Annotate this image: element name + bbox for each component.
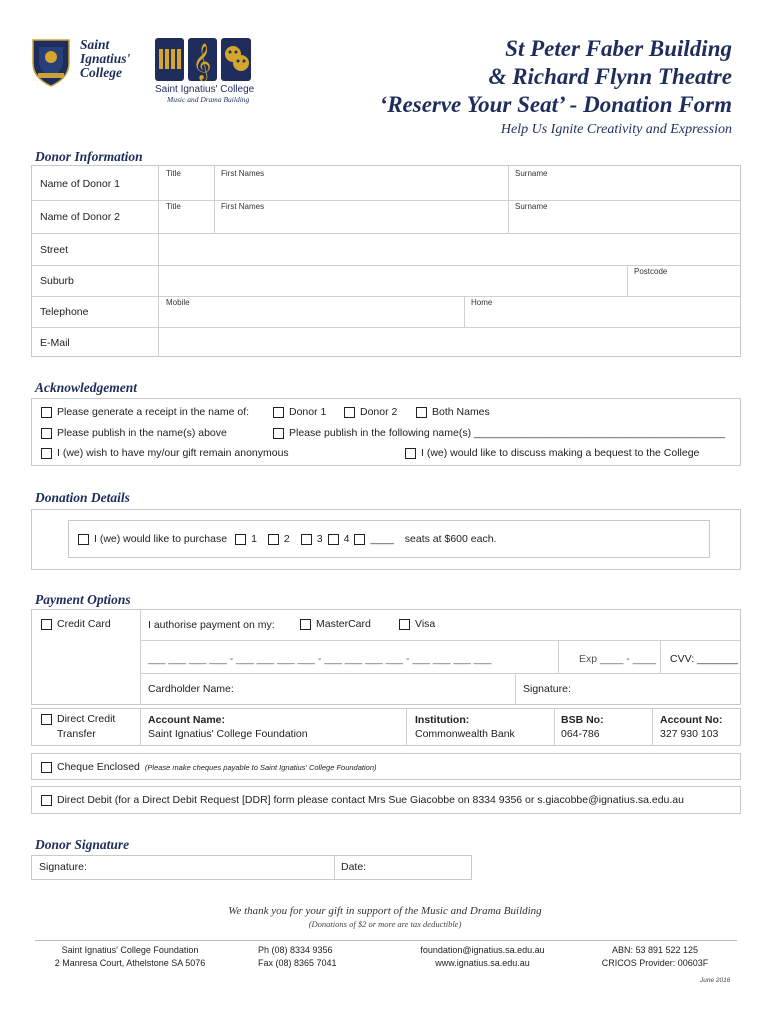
donor-info-box — [31, 165, 741, 357]
signature-section-title: Donor Signature — [35, 837, 130, 852]
divider — [508, 166, 509, 233]
title-line-1: St Peter Faber Building — [505, 36, 732, 61]
account-name-label: Account Name: — [148, 714, 226, 726]
telephone-label: Telephone — [40, 306, 89, 318]
direct-credit-option[interactable] — [41, 713, 115, 725]
receipt-checkbox[interactable] — [41, 407, 52, 418]
anonymous-option[interactable] — [41, 447, 289, 459]
anonymous-checkbox[interactable] — [41, 448, 52, 459]
divider — [32, 233, 740, 234]
publish-above-label: Please publish in the name(s) above — [57, 427, 227, 439]
thank-you-text: We thank you for your gift in support of the Music and Drama Building — [228, 905, 542, 917]
seats-4-checkbox[interactable] — [328, 534, 339, 545]
college-crest-logo — [30, 37, 72, 87]
credit-card-checkbox[interactable] — [41, 619, 52, 630]
donor2-option-label: Donor 2 — [360, 406, 398, 418]
postcode-label: Postcode — [634, 267, 668, 276]
publish-following-label: Please publish in the following name(s) ___________________________________________ — [289, 427, 726, 439]
purchase-checkbox[interactable] — [78, 534, 89, 545]
divider — [32, 265, 740, 266]
visa-option[interactable] — [399, 618, 435, 630]
divider — [140, 709, 141, 745]
title-line-2: & Richard Flynn Theatre — [488, 64, 732, 89]
footer-divider — [35, 940, 737, 941]
cricos-number: CRICOS Provider: 00603F — [601, 957, 709, 968]
publish-above-checkbox[interactable] — [41, 428, 52, 439]
seats-2-label: 2 — [283, 533, 290, 545]
donor1-label: Name of Donor 1 — [40, 178, 120, 190]
receipt-row — [41, 406, 249, 418]
footer-email-link[interactable]: foundation@ignatius.sa.edu.au — [420, 945, 545, 955]
divider — [515, 674, 516, 704]
donor2-label: Name of Donor 2 — [40, 211, 120, 223]
receipt-donor1-option[interactable] — [273, 406, 326, 418]
footer-web-link[interactable]: www.ignatius.sa.edu.au — [435, 957, 530, 968]
bequest-option[interactable] — [405, 447, 699, 459]
divider — [140, 610, 141, 704]
divider — [554, 709, 555, 745]
institution-value: Commonwealth Bank — [415, 728, 515, 740]
direct-debit-option[interactable] — [41, 794, 684, 806]
donor2-surname-col: Surname — [515, 202, 548, 211]
foundation-address: 2 Manresa Court, Athelstone SA 5076 — [54, 957, 206, 968]
receipt-label: Please generate a receipt in the name of: — [57, 406, 250, 418]
transfer-label: Transfer — [57, 728, 96, 740]
credit-card-option[interactable] — [41, 618, 111, 630]
cheque-option[interactable] — [41, 761, 376, 773]
bequest-checkbox[interactable] — [405, 448, 416, 459]
both-names-checkbox[interactable] — [416, 407, 427, 418]
divider — [558, 641, 559, 673]
direct-credit-box — [31, 708, 741, 746]
donor2-title-col: Title — [166, 202, 181, 211]
mastercard-label: MasterCard — [316, 618, 371, 630]
home-label: Home — [471, 298, 493, 307]
building-logo-subcaption: Music and Drama Building — [167, 95, 250, 104]
bsb-value: 064-786 — [561, 728, 600, 740]
direct-debit-label: Direct Debit (for a Direct Debit Request [DDR] form please contact Mrs Sue Giacobbe on 8334 9356 or s.giacobbe@ignatius.sa.edu.au — [57, 794, 684, 806]
bequest-label: I (we) would like to discuss making a bequest to the College — [421, 447, 700, 459]
donation-section-title: Donation Details — [35, 490, 130, 505]
donor-date-label[interactable]: Date: — [341, 861, 367, 873]
street-label: Street — [40, 244, 69, 256]
donor1-checkbox[interactable] — [273, 407, 284, 418]
cheque-label: Cheque Enclosed — [57, 761, 140, 773]
phone-number: Ph (08) 8334 9356 — [258, 945, 333, 955]
college-logo-word: Saint — [80, 37, 110, 52]
donor1-first-col: First Names — [221, 169, 265, 178]
account-no-value: 327 930 103 — [660, 728, 719, 740]
direct-credit-label: Direct Credit — [57, 713, 116, 725]
publish-following-checkbox[interactable] — [273, 428, 284, 439]
direct-debit-checkbox[interactable] — [41, 795, 52, 806]
seats-1-label: 1 — [251, 533, 257, 545]
account-name-value: Saint Ignatius' College Foundation — [148, 728, 308, 740]
tax-deductible-note: (Donations of $2 or more are tax deductible) — [308, 919, 462, 929]
abn-number: ABN: 53 891 522 125 — [611, 945, 699, 955]
visa-checkbox[interactable] — [399, 619, 410, 630]
divider — [660, 641, 661, 673]
divider — [464, 297, 465, 327]
divider — [141, 640, 740, 641]
svg-text:𝄞: 𝄞 — [192, 42, 212, 80]
cvv-field[interactable]: CVV: _______ — [670, 653, 738, 665]
footer-registration — [590, 944, 720, 969]
payment-section-title: Payment Options — [35, 592, 131, 607]
page-subtitle: Help Us Ignite Creativity and Expression — [500, 122, 732, 137]
publish-following-option[interactable] — [273, 427, 725, 439]
fax-number: Fax (08) 8365 7041 — [258, 957, 337, 968]
seats-other-checkbox[interactable] — [354, 534, 365, 545]
ack-section-title: Acknowledgement — [35, 380, 137, 395]
purchase-label: I (we) would like to purchase — [94, 533, 228, 545]
divider — [32, 327, 740, 328]
divider — [32, 296, 740, 297]
donor-section-title: Donor Information — [35, 149, 143, 164]
email-label: E-Mail — [40, 337, 70, 349]
cheque-note: (Please make cheques payable to Saint Ignatius' College Foundation) — [144, 762, 377, 772]
seats-price-text: seats at $600 each. — [404, 533, 497, 545]
divider — [652, 709, 653, 745]
purchase-row — [78, 533, 496, 545]
card-signature-label: Signature: — [523, 683, 571, 695]
divider — [406, 709, 407, 745]
card-number-field[interactable]: ___ ___ ___ ___ - ___ ___ ___ ___ - ___ ___ ___ ___ - ___ ___ ___ ___ — [148, 653, 492, 665]
donor2-first-col: First Names — [221, 202, 265, 211]
expiry-field[interactable]: Exp ____ - ____ — [579, 653, 657, 665]
mastercard-checkbox[interactable] — [300, 619, 311, 630]
divider — [32, 200, 740, 201]
college-logo-text — [80, 38, 130, 80]
signature-box — [31, 855, 472, 880]
visa-label: Visa — [415, 618, 436, 630]
direct-credit-checkbox[interactable] — [41, 714, 52, 725]
building-logo-caption: Saint Ignatius' College — [155, 84, 255, 95]
mobile-label: Mobile — [166, 298, 190, 307]
seats-2-checkbox[interactable] — [268, 534, 279, 545]
mastercard-option[interactable] — [300, 618, 371, 630]
divider — [334, 856, 335, 879]
institution-label: Institution: — [415, 714, 470, 726]
footer-contact — [395, 944, 570, 969]
footer-org — [40, 944, 220, 969]
seats-other-blank[interactable]: ____ — [370, 533, 394, 545]
receipt-both-option[interactable] — [416, 406, 490, 418]
credit-card-label: Credit Card — [57, 618, 111, 630]
cardholder-name-label: Cardholder Name: — [148, 683, 234, 695]
suburb-label: Suburb — [40, 275, 74, 287]
title-line-3: ‘Reserve Your Seat’ - Donation Form — [379, 92, 732, 117]
seats-3-label: 3 — [316, 533, 323, 545]
seats-3-checkbox[interactable] — [301, 534, 312, 545]
seats-4-label: 4 — [343, 533, 350, 545]
college-logo-word: College — [80, 65, 122, 80]
music-drama-logo — [154, 37, 252, 82]
both-names-label: Both Names — [432, 406, 490, 418]
divider — [141, 673, 740, 674]
foundation-name: Saint Ignatius' College Foundation — [61, 945, 199, 955]
donor2-checkbox[interactable] — [344, 407, 355, 418]
footer-phone — [258, 944, 363, 969]
seats-1-checkbox[interactable] — [235, 534, 246, 545]
donor-signature-label[interactable]: Signature: — [39, 861, 87, 873]
authorise-label: I authorise payment on my: — [148, 619, 275, 631]
form-version-date: June 2016 — [700, 977, 731, 984]
divider — [627, 266, 628, 296]
anonymous-label: I (we) wish to have my/our gift remain anonymous — [57, 447, 289, 459]
cheque-checkbox[interactable] — [41, 762, 52, 773]
donor1-surname-col: Surname — [515, 169, 548, 178]
publish-above-option[interactable] — [41, 427, 227, 439]
college-logo-word: Ignatius' — [80, 51, 131, 66]
donor1-title-col: Title — [166, 169, 181, 178]
account-no-label: Account No: — [660, 714, 723, 726]
receipt-donor2-option[interactable] — [344, 406, 397, 418]
divider — [214, 166, 215, 233]
donor1-option-label: Donor 1 — [289, 406, 327, 418]
bsb-label: BSB No: — [561, 714, 604, 726]
